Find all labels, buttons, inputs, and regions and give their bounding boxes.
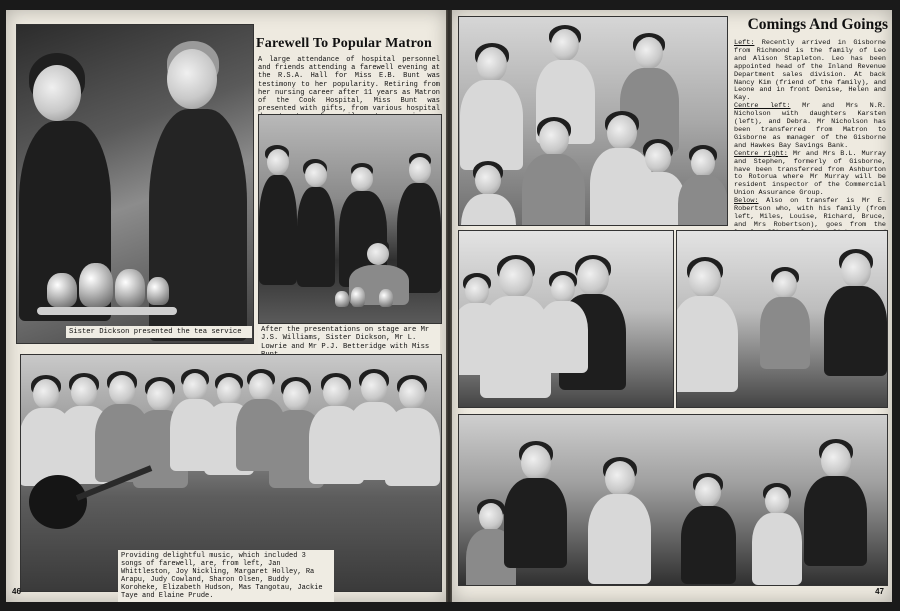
left-page: [6, 10, 446, 602]
caption-stage: After the presentations on stage are Mr J.S. Williams, Sister Dickson, Mr L. Lowrie and Mr P.J. Betteridge with Miss: [258, 324, 440, 362]
article-comings-goings: [734, 40, 886, 253]
photo-robertson-family: [458, 414, 888, 586]
article-farewell: A large attendance of hospital personnel and friends attending a farewell evening at the R.S.A. Hall for Miss E.B. Bunt was testimony to her popularity. Retiring from her nursing career after 11 years as Matron of the Cook Hospital, Miss Bunt was presented with gifts, from various hospital: [258, 56, 440, 114]
label-centre-left: Centre left:: [734, 102, 791, 111]
page-number-left: 46: [12, 587, 21, 596]
right-page: [452, 10, 892, 602]
text-centre-left: Mr and Mrs N.R. Nicholson with daughters Karsten (left), and Debra. Mr Nicholson has been transferred from Matron to Gisborne as manager of the Gisborne and Hawkes Bay Savings Bank.: [734, 102, 887, 150]
headline-farewell: Farewell To Popular Matron: [256, 36, 432, 51]
photo-stapleton-family: [458, 16, 728, 226]
label-left: Left:: [734, 39, 755, 47]
photo-nicholson-family: [458, 230, 674, 408]
photo-stage: [258, 114, 442, 324]
label-centre-right: Centre right:: [734, 149, 788, 158]
text-below: Also on transfer is Mr E. Robertson who, with his family (from left, Miles, Louise, Richard, Bruce, and Mrs Robertson), goes from the: [734, 197, 886, 229]
label-below: Below:: [734, 197, 759, 206]
text-centre-right: Mr and Mrs B.L. Murray and Stephen, formerly of Gisborne, have been transferred from Ashburton to Rotorua where Mr Murray will be resident inspector of the Commercial Union Assurance Group.: [734, 149, 886, 198]
text-left: Recently arrived in Gisborne from Richmond is the family of Leo and Alison Stapleton. Leo has been appointed head of the Inland Revenue Department sales division. At back Nancy Kim (friend of the family), and Leone and in front Denise, Helen and Kay.: [734, 39, 886, 103]
caption-tea-service: Sister Dickson presented the tea service: [66, 326, 252, 338]
photo-tea-service: [16, 24, 254, 344]
guitar-image: [29, 475, 87, 529]
photo-murray-family: [676, 230, 888, 408]
page-number-right: 47: [875, 587, 884, 596]
headline-comings-goings: Comings And Goings: [747, 16, 888, 33]
caption-music: Providing delightful music, which included 3 songs of farewell, are, from left, Jan Whittleston, Joy Nickling, Margaret Holley, Ra Arapu, Judy Cowland, Sharon Olsen, Buddy Koroheke, Elizabeth Hudson, Mas Tangotau, Jackie Taye and Elaine Prude.: [118, 550, 334, 602]
